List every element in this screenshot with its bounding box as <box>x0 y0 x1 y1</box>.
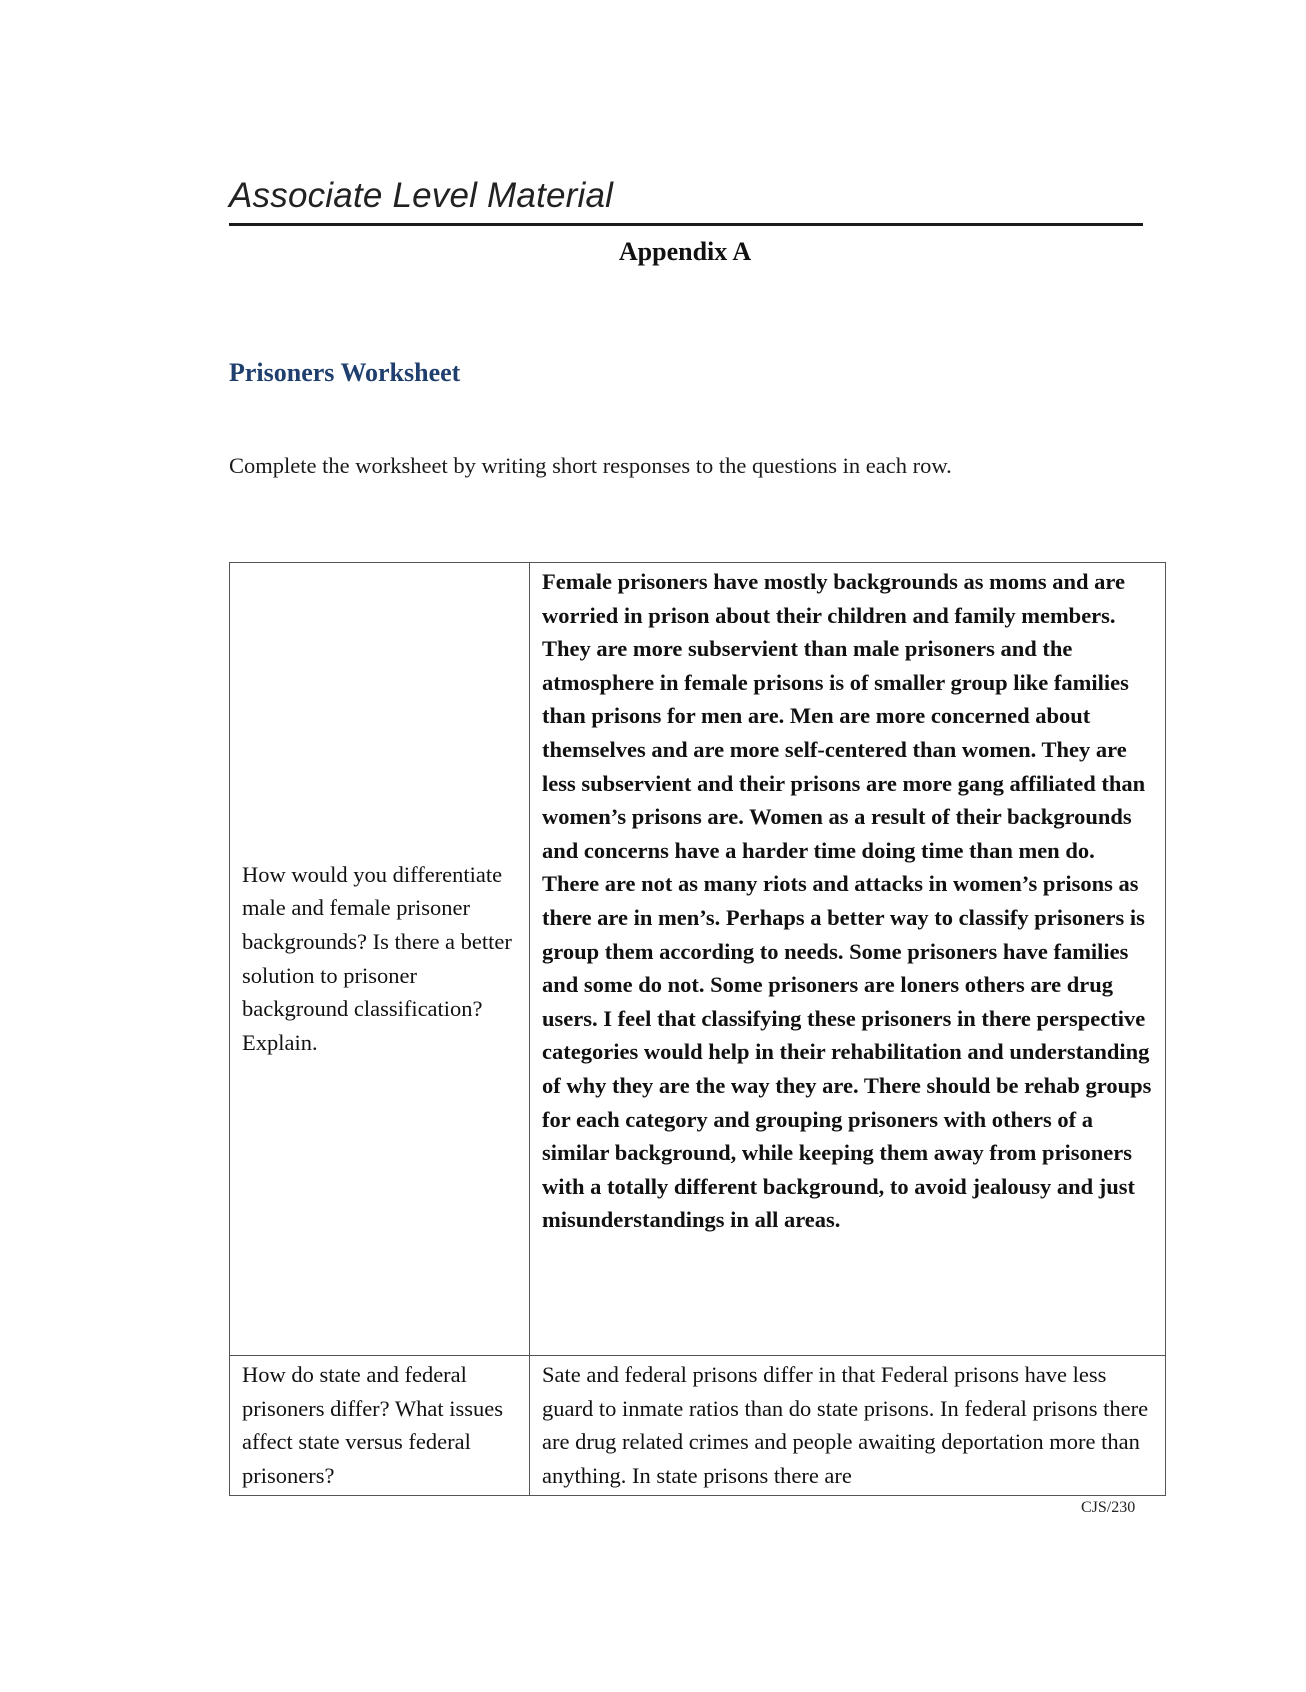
worksheet-table <box>229 562 1166 1496</box>
document-header-title: Associate Level Material <box>229 176 614 215</box>
answer-cell[interactable]: Sate and federal prisons differ in that Federal prisons have less guard to inmate ratios than do state prisons. In federal prisons there are drug related crimes and people awaiting deportation more than anything. In state prisons there are <box>530 1356 1166 1496</box>
question-cell: How do state and federal prisoners differ? What issues affect state versus federal prisoners? <box>230 1356 530 1496</box>
section-heading: Prisoners Worksheet <box>229 358 461 387</box>
header-divider <box>229 223 1143 226</box>
answer-cell[interactable]: Female prisoners have mostly backgrounds as moms and are worried in prison about their children and family members. They are more subservient than male prisoners and the atmosphere in female prisons is of smaller group like families than prisons for men are. Men are more concerned about themselves and are more self-centered than women. They are less subservient and their prisons are more gang affiliated than women’s prisons are. Women as a result of their backgrounds and concerns have a harder time doing time than men do. There are not as many riots and attacks in women’s prisons as there are in men’s. Perhaps a better way to classify prisoners is group them according to needs. Some prisoners have families and some do not. Some prisoners are loners others are drug users. I feel that classifying these prisoners in there perspective categories would help in their rehabilitation and understanding of why they are the way they are. There should be rehab groups for each category and grouping prisoners with others of a similar background, while keeping them away from prisoners with a totally different background, to avoid jealousy and just misunderstandings in all areas. <box>530 563 1166 1356</box>
table-row <box>230 1356 1166 1496</box>
table-row <box>230 563 1166 1356</box>
instructions-text: Complete the worksheet by writing short responses to the questions in each row. <box>229 453 952 478</box>
question-cell: How would you differentiate male and female prisoner backgrounds? Is there a better solution to prisoner background classification? Explain. <box>230 563 530 1356</box>
course-code: CJS/230 <box>1081 1499 1136 1516</box>
appendix-label: Appendix A <box>618 237 752 266</box>
